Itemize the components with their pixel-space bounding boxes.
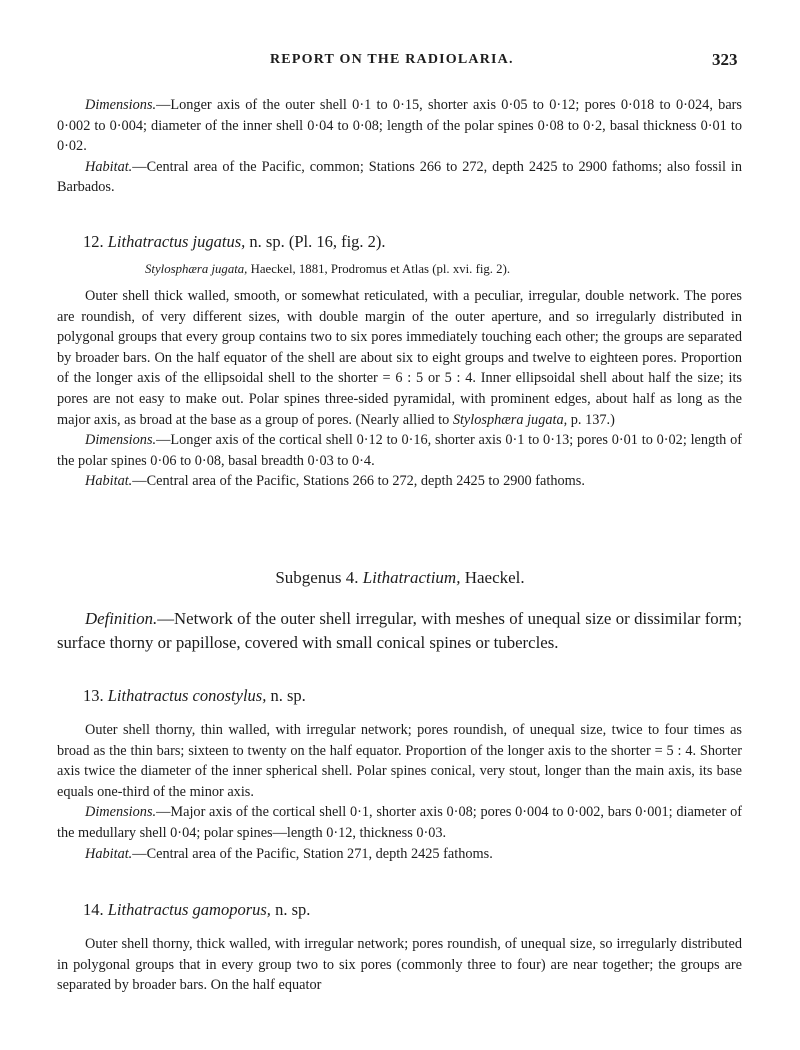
prev-species-section: [57, 95, 742, 198]
dimensions-paragraph: [57, 95, 742, 157]
species-number: 13.: [83, 686, 104, 705]
definition-text: —Network of the outer shell irregular, with meshes of unequal size or dissimilar form; surface thorny or papillose, covered with small conical spines or tubercles.: [57, 609, 742, 652]
habitat-text: —Central area of the Pacific, Station 271, depth 2425 fathoms.: [132, 845, 493, 862]
species-name: Lithatractus gamoporus,: [107, 900, 271, 919]
allied-species-name: Stylosphæra jugata,: [452, 411, 568, 428]
species-number: 12.: [83, 232, 104, 251]
species-suffix: n. sp.: [249, 232, 285, 251]
species-13-body: [57, 720, 742, 864]
dimensions-paragraph: [57, 430, 742, 471]
habitat-label: Habitat.: [85, 845, 133, 862]
subgenus-heading: [0, 568, 800, 588]
subgenus-name: Lithatractium,: [362, 568, 461, 587]
species-suffix: n. sp.: [270, 686, 306, 705]
synonym-name: Stylosphæra jugata,: [145, 262, 248, 276]
subgenus-prefix: Subgenus 4.: [275, 568, 359, 587]
running-title: REPORT ON THE RADIOLARIA.: [270, 52, 514, 67]
habitat-label: Habitat.: [85, 158, 133, 175]
description-paragraph: Outer shell thorny, thick walled, with irregular network; pores roundish, of unequal size, so irregularly distributed in polygonal groups that in every group two to six pores (commonly three to four) are near together; the groups are separated by broader bars. On the half equator: [57, 936, 742, 994]
subgenus-author: Haeckel.: [464, 568, 525, 587]
dimensions-text: —Longer axis of the outer shell 0·1 to 0·15, shorter axis 0·05 to 0·12; pores 0·018 to 0·024, bars 0·002 to 0·004; diameter of the inner shell 0·04 to 0·08; length of the polar spines 0·08 to 0·2, basal thickness 0·01 to 0·02.: [57, 97, 742, 155]
habitat-paragraph: [57, 157, 742, 198]
synonym-citation: Haeckel, 1881, Prodromus et Atlas (pl. xvi. fig. 2).: [250, 262, 511, 276]
page-number: 323: [712, 50, 738, 69]
species-suffix: n. sp.: [275, 900, 311, 919]
dimensions-label: Dimensions.: [85, 432, 157, 449]
dimensions-label: Dimensions.: [85, 97, 157, 113]
species-12-heading: [83, 232, 386, 252]
description-text: Outer shell thick walled, smooth, or somewhat reticulated, with a peculiar, irregular, double network. The pores are roundish, of very different sizes, with double margin of the outer aperture, and so irregularly distributed in polygonal groups that every group contains two to six pores immediately touching each other; the groups are separated by broader bars. On the half equator of the shell are about six to eight groups and twelve to eighteen pores. Proportion of the longer axis of the ellipsoidal shell to the shorter = 6 : 5 or 5 : 4. Inner ellipsoidal shell about half the size; its pores are not easy to make out. Polar spines three-sided pyramidal, with prominent edges, about half as long as the major axis, as broad at the base as a group of pores. (Nearly allied to: [57, 288, 742, 428]
species-14-body: [57, 934, 742, 996]
description-paragraph: [57, 286, 742, 430]
definition-label: Definition.: [85, 609, 158, 628]
dimensions-label: Dimensions.: [85, 804, 157, 821]
allied-reference: p. 137.): [570, 411, 615, 428]
habitat-label: Habitat.: [85, 473, 133, 490]
definition-paragraph: [57, 607, 742, 655]
species-name: Lithatractus jugatus,: [107, 232, 246, 251]
habitat-text: —Central area of the Pacific, common; Stations 266 to 272, depth 2425 to 2900 fathoms; also fossil in Barbados.: [57, 158, 742, 196]
species-14-heading: [83, 900, 310, 920]
species-12-body: [57, 286, 742, 492]
species-13-heading: [83, 686, 306, 706]
habitat-paragraph: [57, 844, 742, 865]
dimensions-text: —Longer axis of the cortical shell 0·12 to 0·16, shorter axis 0·1 to 0·13; pores 0·01 to 0·02; length of the polar spines 0·06 to 0·08, basal breadth 0·03 to 0·4.: [57, 432, 742, 469]
plate-reference: (Pl. 16, fig. 2).: [288, 232, 386, 251]
description-paragraph: Outer shell thorny, thin walled, with irregular network; pores roundish, of unequal size, twice to four times as broad as the thin bars; sixteen to twenty on the half equator. Proportion of the longer axis to the shorter = 5 : 4. Shorter axis twice the diameter of the inner spherical shell. Polar spines conical, very stout, longer than the main axis, its base equals one-third of the minor axis.: [57, 722, 742, 800]
definition-section: [57, 607, 742, 655]
habitat-paragraph: [57, 471, 742, 492]
page-header: [0, 52, 800, 74]
species-name: Lithatractus conostylus,: [107, 686, 267, 705]
species-12-synonym: [145, 262, 510, 277]
dimensions-paragraph: [57, 802, 742, 843]
dimensions-text: —Major axis of the cortical shell 0·1, shorter axis 0·08; pores 0·004 to 0·002, bars 0·001; diameter of the medullary shell 0·04; polar spines—length 0·12, thickness 0·03.: [57, 804, 742, 841]
species-number: 14.: [83, 900, 104, 919]
habitat-text: —Central area of the Pacific, Stations 266 to 272, depth 2425 to 2900 fathoms.: [132, 473, 585, 490]
